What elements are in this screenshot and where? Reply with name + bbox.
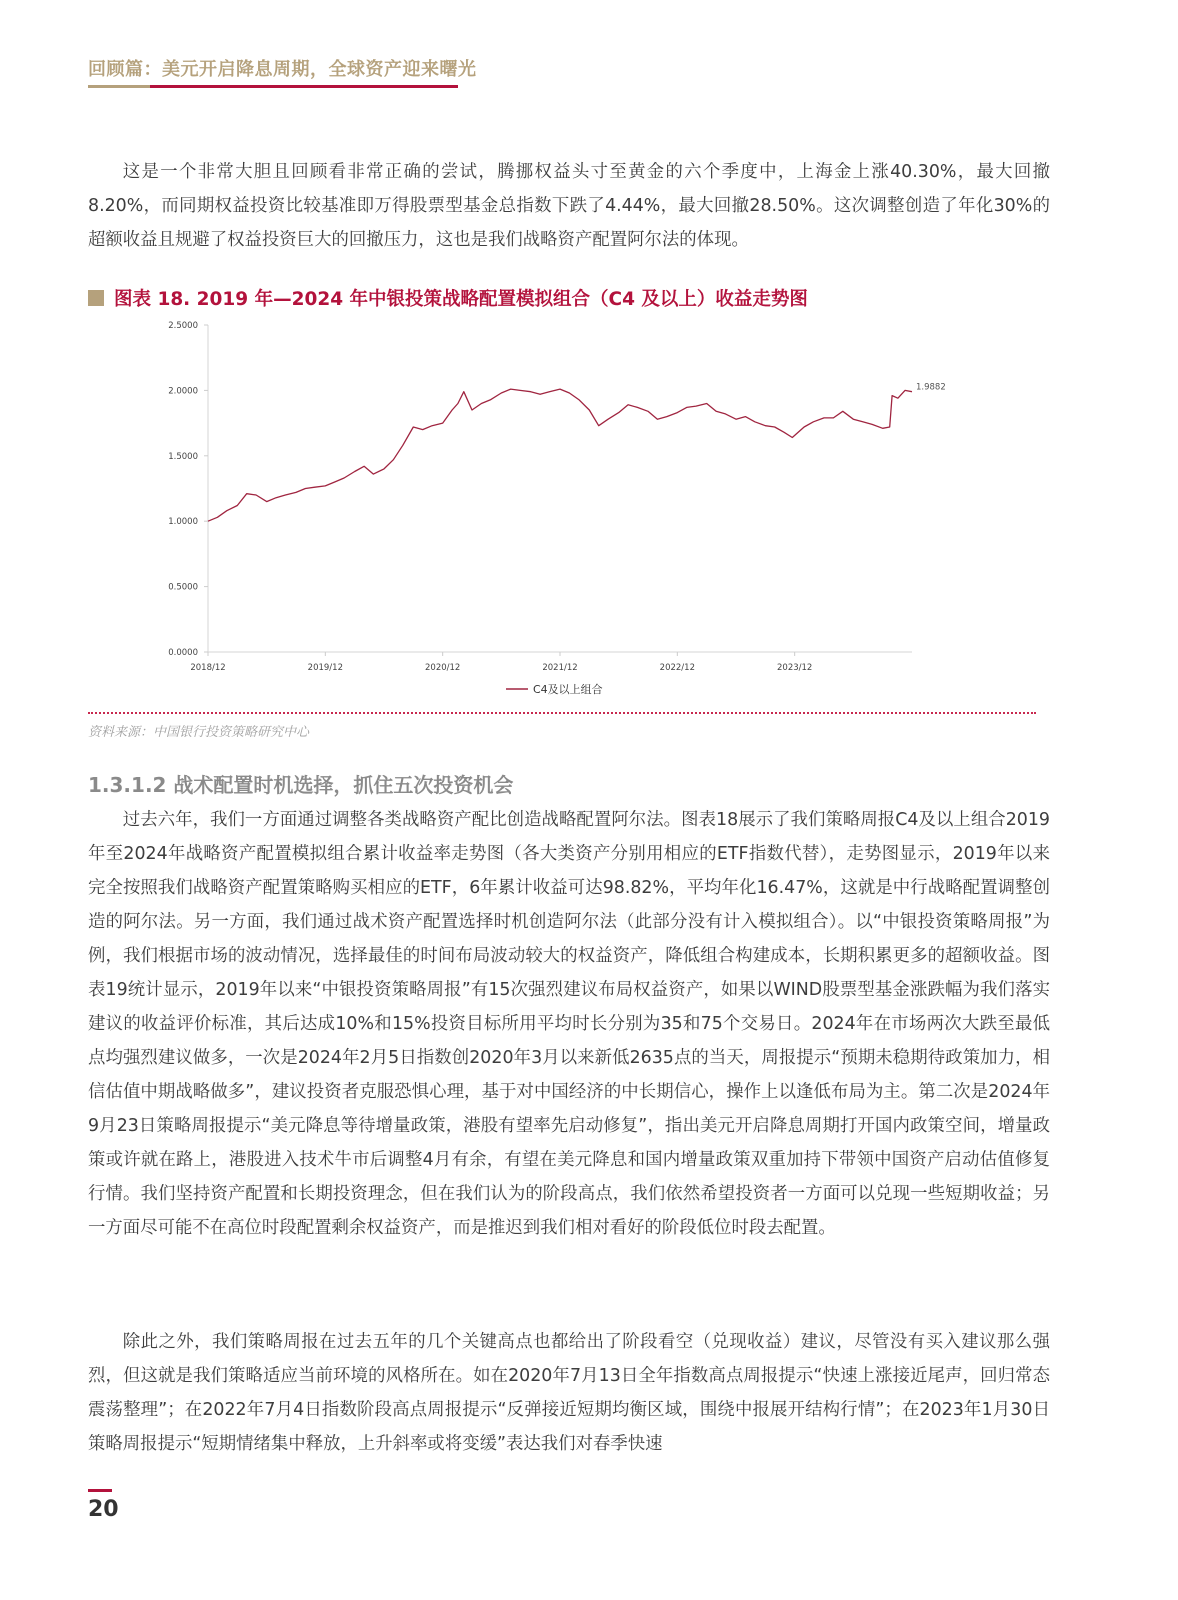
x-tick-label: 2020/12 xyxy=(425,663,461,673)
series-line-c4 xyxy=(208,389,912,521)
page-number: 20 xyxy=(88,1497,119,1522)
y-tick-label: 2.5000 xyxy=(168,321,198,331)
figure-title-text: 图表 18. 2019 年—2024 年中银投策战略配置模拟组合（C4 及以上）收益走势图 xyxy=(114,289,808,310)
y-tick-label: 0.0000 xyxy=(168,648,198,658)
body-paragraph-1: 这是一个非常大胆且回顾看非常正确的尝试，腾挪权益头寸至黄金的六个季度中，上海金上涨40.30%，最大回撤8.20%，而同期权益投资比较基准即万得股票型基金总指数下跌了4.44%，最大回撤28.50%。这次调整创造了年化30%的超额收益且规避了权益投资巨大的回撤压力，这也是我们战略资产配置阿尔法的体现。 xyxy=(88,162,1050,250)
footer-rule xyxy=(88,1489,112,1492)
series-end-label: 1.9882 xyxy=(916,382,946,393)
y-tick-label: 1.0000 xyxy=(168,517,198,528)
y-tick-label: 2.0000 xyxy=(168,386,198,397)
x-tick-label: 2021/12 xyxy=(542,663,578,673)
header-title: 回顾篇：美元开启降息周期，全球资产迎来曙光 xyxy=(88,59,477,80)
figure-source: 资料来源：中国银行投资策略研究中心 xyxy=(88,725,310,740)
y-tick-label: 1.5000 xyxy=(168,451,198,462)
figure-dotted-rule xyxy=(88,712,1036,714)
y-tick-label: 0.5000 xyxy=(168,582,198,593)
section-heading: 1.3.1.2 战术配置时机选择，抓住五次投资机会 xyxy=(88,773,514,797)
cumulative-return-chart xyxy=(150,315,970,710)
figure-title-square-icon xyxy=(88,290,104,306)
chart-legend xyxy=(506,682,603,696)
header-rule-red xyxy=(150,85,458,88)
x-tick-label: 2022/12 xyxy=(659,663,695,673)
x-tick-label: 2019/12 xyxy=(307,663,343,673)
x-tick-label: 2023/12 xyxy=(777,663,813,673)
legend-label: C4及以上组合 xyxy=(533,683,603,696)
header-rule-gold xyxy=(88,85,150,88)
body-paragraph-2: 过去六年，我们一方面通过调整各类战略资产配比创造战略配置阿尔法。图表18展示了我们策略周报C4及以上组合2019年至2024年战略资产配置模拟组合累计收益率走势图（各大类资产分别用相应的ETF指数代替），走势图显示，2019年以来完全按照我们战略资产配置策略购买相应的ETF，6年累计收益可达98.82%，平均年化16.47%，这就是中行战略配置调整创造的阿尔法。另一方面，我们通过战术资产配置选择时机创造阿尔法（此部分没有计入模拟组合）。以“中银投资策略周报”为例，我们根据市场的波动情况，选择最佳的时间布局波动较大的权益资产，降低组合构建成本，长期积累更多的超额收益。图表19统计显示，2019年以来“中银投资策略周报”有15次强烈建议布局权益资产，如果以WIND股票型基金涨跌幅为我们落实建议的收益评价标准，其后达成10%和15%投资目标所用平均时长分别为35和75个交易日。2024年在市场两次大跌至最低点均强烈建议做多，一次是2024年2月5日指数创2020年3月以来新低2635点的当天，周报提示“预期未稳期待政策加力，相信估值中期战略做多”，建议投资者克服恐惧心理，基于对中国经济的中长期信心，操作上以逢低布局为主。第二次是2024年9月23日策略周报提示“美元降息等待增量政策，港股有望率先启动修复”，指出美元开启降息周期打开国内政策空间，增量政策或许就在路上，港股进入技术牛市后调整4月有余，有望在美元降息和国内增量政策双重加持下带领中国资产启动估值修复行情。我们坚持资产配置和长期投资理念，但在我们认为的阶段高点，我们依然希望投资者一方面可以兑现一些短期收益；另一方面尽可能不在高位时段配置剩余权益资产，而是推迟到我们相对看好的阶段低位时段去配置。 xyxy=(88,810,1050,1238)
body-paragraph-3: 除此之外，我们策略周报在过去五年的几个关键高点也都给出了阶段看空（兑现收益）建议，尽管没有买入建议那么强烈，但这就是我们策略适应当前环境的风格所在。如在2020年7月13日全年指数高点周报提示“快速上涨接近尾声，回归常态震荡整理”；在2022年7月4日指数阶段高点周报提示“反弹接近短期均衡区域，围绕中报展开结构行情”；在2023年1月30日策略周报提示“短期情绪集中释放，上升斜率或将变缓”表达我们对春季快速 xyxy=(88,1332,1050,1454)
x-tick-label: 2018/12 xyxy=(190,663,226,673)
figure-title xyxy=(88,285,808,311)
